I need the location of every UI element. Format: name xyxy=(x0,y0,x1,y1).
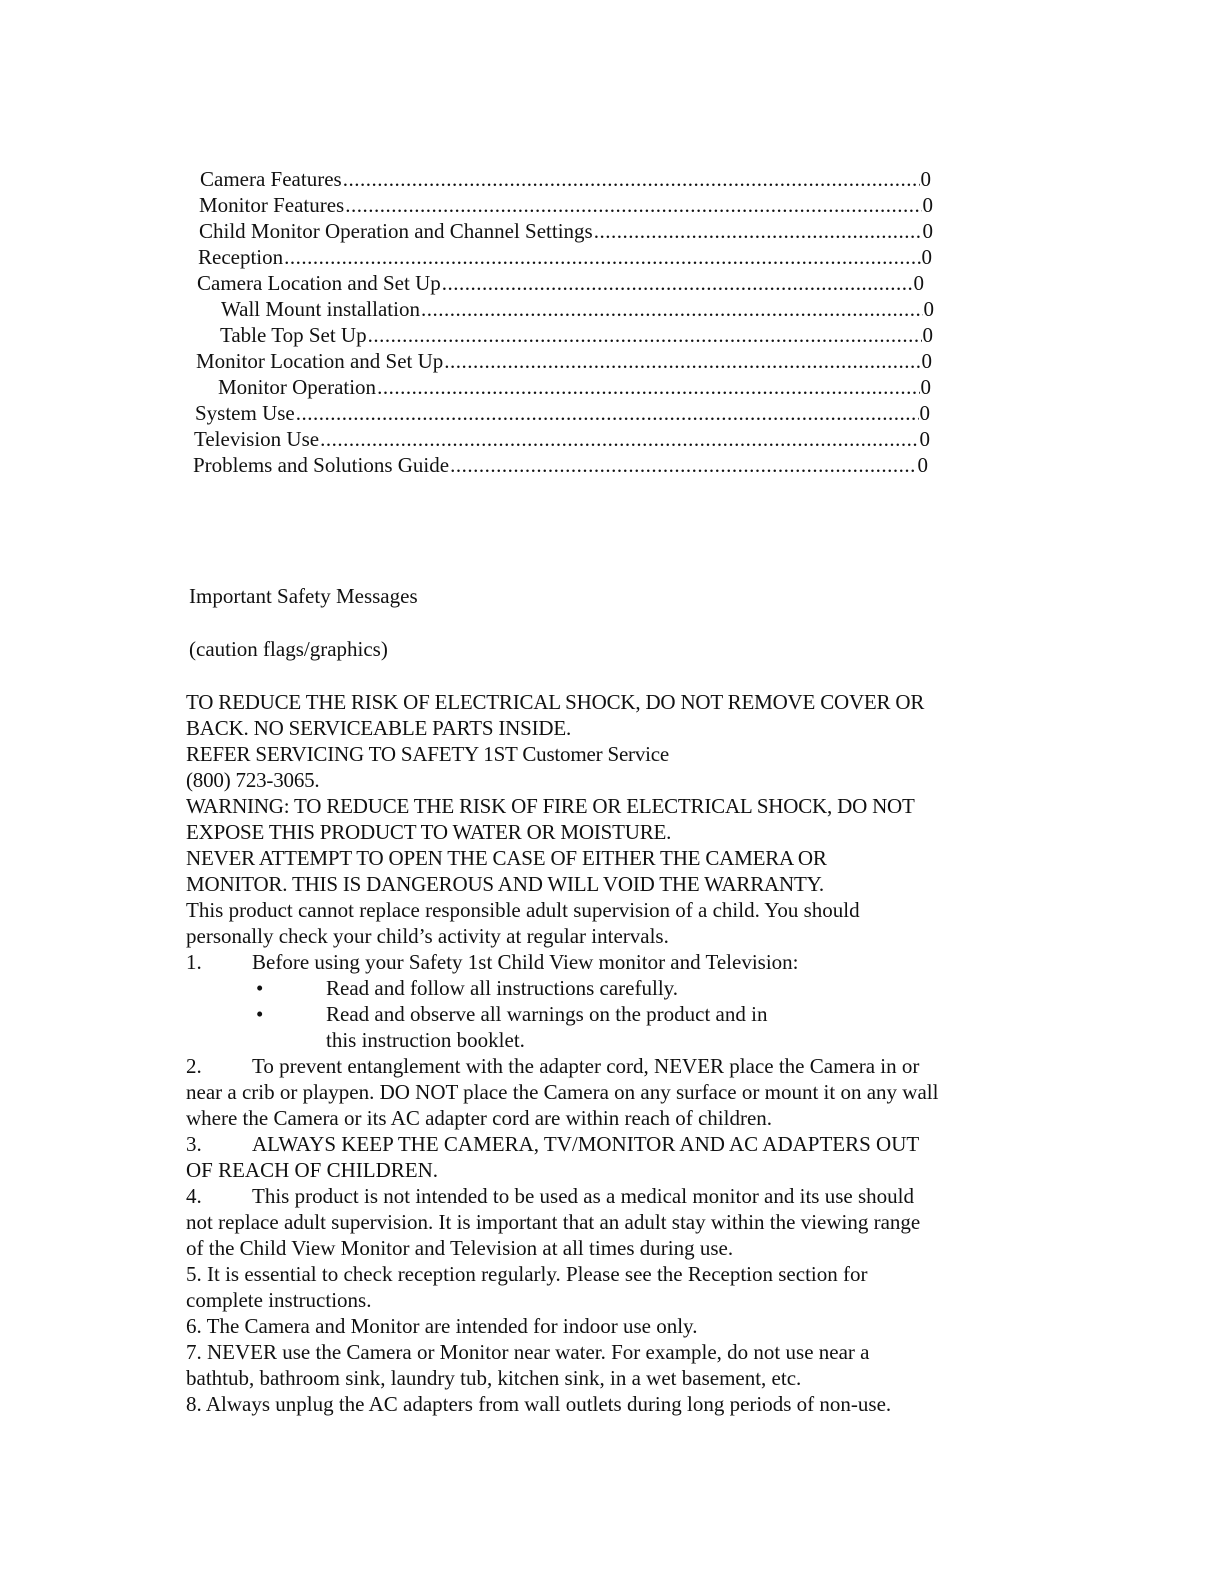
list-item-1 xyxy=(186,949,1056,975)
toc-entry[interactable] xyxy=(197,270,924,296)
list-text: To prevent entanglement with the adapter cord, NEVER place the Camera in or xyxy=(252,1054,920,1078)
toc-label: Monitor Location and Set Up xyxy=(196,349,444,373)
toc-leader xyxy=(345,192,921,218)
list-item-4 xyxy=(186,1183,1056,1209)
toc-entry[interactable] xyxy=(196,348,932,374)
caps-line: NEVER ATTEMPT TO OPEN THE CASE OF EITHER THE CAMERA OR xyxy=(186,846,827,870)
caps-line: BACK. NO SERVICEABLE PARTS INSIDE. xyxy=(186,716,572,740)
toc-leader xyxy=(594,218,922,244)
toc-leader xyxy=(343,166,920,192)
list-item-2 xyxy=(186,1053,1056,1079)
toc-leader xyxy=(442,270,913,296)
toc-label: Wall Mount installation xyxy=(221,297,420,321)
toc-page: 0 xyxy=(922,219,933,243)
list-item-6: 6. The Camera and Monitor are intended for indoor use only. xyxy=(186,1314,698,1338)
toc-entry[interactable] xyxy=(198,244,932,270)
toc-page: 0 xyxy=(922,323,933,347)
toc-entry[interactable] xyxy=(218,374,931,400)
list-continuation: complete instructions. xyxy=(186,1288,372,1312)
list-continuation: OF REACH OF CHILDREN. xyxy=(186,1158,439,1182)
toc-entry[interactable] xyxy=(195,400,930,426)
list-continuation: of the Child View Monitor and Television at all times during use. xyxy=(186,1236,734,1260)
supervision-line: This product cannot replace responsible adult supervision of a child. You should xyxy=(186,898,860,922)
toc-leader xyxy=(296,400,919,426)
toc-label: Television Use xyxy=(194,427,320,451)
toc-page: 0 xyxy=(920,375,931,399)
caps-line: (800) 723-3065. xyxy=(186,768,320,792)
toc-entry[interactable] xyxy=(199,192,933,218)
toc-leader xyxy=(284,244,920,270)
list-text: ALWAYS KEEP THE CAMERA, TV/MONITOR AND AC ADAPTERS OUT xyxy=(252,1132,920,1156)
caps-line: REFER SERVICING TO SAFETY 1ST Customer Service xyxy=(186,742,670,766)
list-item-3 xyxy=(186,1131,1056,1157)
toc-label: Reception xyxy=(198,245,284,269)
list-number: 1. xyxy=(186,950,202,974)
toc-label: Camera Features xyxy=(200,167,342,191)
toc-entry[interactable] xyxy=(199,218,933,244)
list-number: 4. xyxy=(186,1184,202,1208)
toc-leader xyxy=(421,296,923,322)
toc-page: 0 xyxy=(923,297,934,321)
toc-page: 0 xyxy=(913,271,924,295)
list-continuation: bathtub, bathroom sink, laundry tub, kitchen sink, in a wet basement, etc. xyxy=(186,1366,802,1390)
toc-label: Monitor Operation xyxy=(218,375,377,399)
bullet-item xyxy=(186,975,1056,1001)
toc-page: 0 xyxy=(920,167,931,191)
toc-entry[interactable] xyxy=(193,452,928,478)
toc-entry[interactable] xyxy=(221,296,934,322)
caps-line: TO REDUCE THE RISK OF ELECTRICAL SHOCK, DO NOT REMOVE COVER OR xyxy=(186,690,925,714)
caps-line: EXPOSE THIS PRODUCT TO WATER OR MOISTURE. xyxy=(186,820,672,844)
bullet-text: Read and follow all instructions carefully. xyxy=(326,976,679,1000)
toc-leader xyxy=(450,452,916,478)
toc-label: Monitor Features xyxy=(199,193,345,217)
caps-line: MONITOR. THIS IS DANGEROUS AND WILL VOID THE WARRANTY. xyxy=(186,872,824,896)
toc-label: System Use xyxy=(195,401,295,425)
safety-messages xyxy=(186,689,1056,1417)
toc-page: 0 xyxy=(921,245,932,269)
bullet-item xyxy=(186,1001,1056,1027)
safety-subheading: (caution flags/graphics) xyxy=(189,637,388,661)
list-continuation: near a crib or playpen. DO NOT place the Camera on any surface or mount it on any wall xyxy=(186,1080,939,1104)
toc-entry[interactable] xyxy=(194,426,930,452)
bullet-text: Read and observe all warnings on the product and in xyxy=(326,1002,768,1026)
toc-page: 0 xyxy=(917,453,928,477)
toc-leader xyxy=(377,374,919,400)
toc-page: 0 xyxy=(922,193,933,217)
list-text: This product is not intended to be used as a medical monitor and its use should xyxy=(252,1184,914,1208)
list-continuation: where the Camera or its AC adapter cord are within reach of children. xyxy=(186,1106,773,1130)
list-item-8: 8. Always unplug the AC adapters from wall outlets during long periods of non-use. xyxy=(186,1392,892,1416)
toc-page: 0 xyxy=(919,427,930,451)
safety-heading: Important Safety Messages xyxy=(189,584,418,608)
supervision-line: personally check your child’s activity at regular intervals. xyxy=(186,924,669,948)
toc-label: Child Monitor Operation and Channel Settings xyxy=(199,219,593,243)
toc-label: Camera Location and Set Up xyxy=(197,271,441,295)
bullet-icon: • xyxy=(256,976,264,1000)
toc-leader xyxy=(368,322,922,348)
toc-label: Table Top Set Up xyxy=(220,323,367,347)
toc-entry[interactable] xyxy=(200,166,931,192)
toc-page: 0 xyxy=(921,349,932,373)
caps-line: WARNING: TO REDUCE THE RISK OF FIRE OR ELECTRICAL SHOCK, DO NOT xyxy=(186,794,915,818)
toc-leader xyxy=(320,426,918,452)
list-number: 3. xyxy=(186,1132,202,1156)
list-item-5: 5. It is essential to check reception regularly. Please see the Reception section for xyxy=(186,1262,868,1286)
toc-leader xyxy=(444,348,920,374)
toc-page: 0 xyxy=(919,401,930,425)
toc-entry[interactable] xyxy=(220,322,933,348)
bullet-continuation: this instruction booklet. xyxy=(326,1028,525,1052)
toc-label: Problems and Solutions Guide xyxy=(193,453,450,477)
list-continuation: not replace adult supervision. It is important that an adult stay within the viewing range xyxy=(186,1210,921,1234)
list-text: Before using your Safety 1st Child View monitor and Television: xyxy=(252,950,799,974)
list-number: 2. xyxy=(186,1054,202,1078)
list-item-7: 7. NEVER use the Camera or Monitor near water. For example, do not use near a xyxy=(186,1340,870,1364)
bullet-icon: • xyxy=(256,1002,264,1026)
